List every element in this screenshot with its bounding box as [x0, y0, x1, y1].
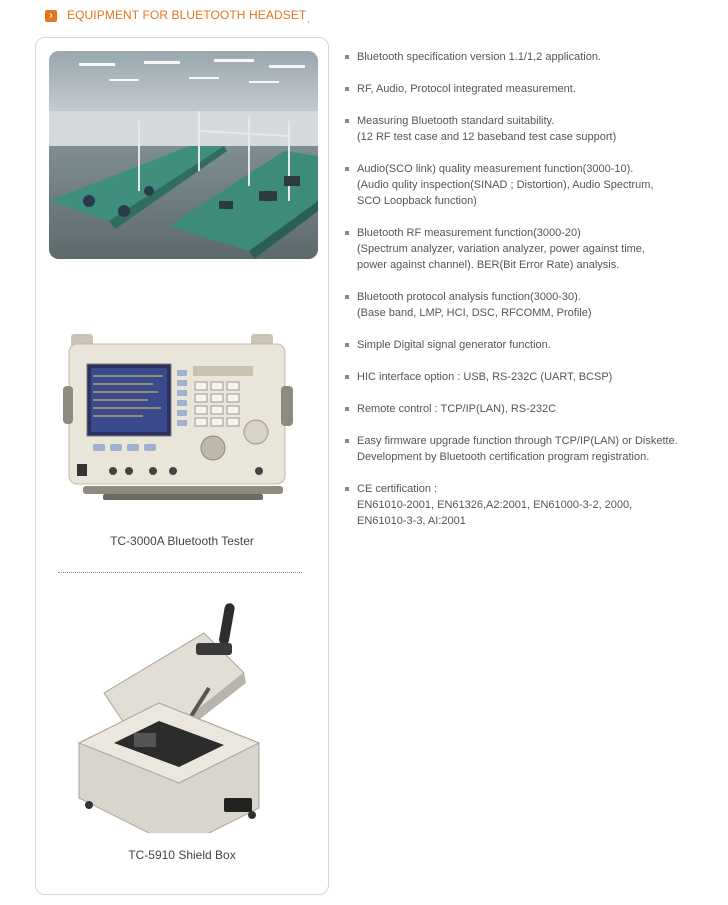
feature-line: RF, Audio, Protocol integrated measurement. [357, 83, 576, 95]
feature-item [344, 401, 719, 417]
feature-line: Remote control : TCP/IP(LAN), RS-232C [357, 403, 557, 415]
feature-line: (Audio qulity inspection(SINAD ; Distortion), Audio Spectrum, [357, 179, 654, 191]
feature-list [344, 49, 719, 529]
feature-line: EN61010-2001, EN61326,A2:2001, EN61000-3-2, 2000, [357, 499, 633, 511]
feature-line: EN61010-3-3, AI:2001 [357, 515, 466, 527]
feature-line: Simple Digital signal generator function. [357, 339, 551, 351]
chevron-right-icon: › [45, 10, 57, 22]
feature-item [344, 81, 719, 97]
feature-line: (12 RF test case and 12 baseband test case support) [357, 131, 617, 143]
feature-line: Bluetooth RF measurement function(3000-20) [357, 227, 581, 239]
feature-item [344, 113, 719, 145]
section-title-text: EQUIPMENT FOR BLUETOOTH HEADSET [67, 8, 307, 22]
feature-line: Easy firmware upgrade function through TCP/IP(LAN) or Diskette. [357, 435, 678, 447]
feature-line: (Base band, LMP, HCI, DSC, RFCOMM, Profile) [357, 307, 592, 319]
section-title-suffix: , [307, 14, 310, 24]
feature-item [344, 161, 719, 209]
feature-line: power against channel). BER(Bit Error Rate) analysis. [357, 259, 620, 271]
section-title [67, 8, 310, 24]
feature-item [344, 481, 719, 529]
feature-line: Development by Bluetooth certification program registration. [357, 451, 650, 463]
shield-box-image [74, 593, 284, 833]
section-header [45, 6, 310, 26]
shieldbox-caption: TC-5910 Shield Box [128, 848, 236, 862]
factory-photo [49, 51, 318, 259]
product-images-panel [35, 37, 329, 895]
feature-line: CE certification : [357, 483, 438, 495]
feature-line: Bluetooth protocol analysis function(3000-30). [357, 291, 581, 303]
feature-item [344, 225, 719, 273]
feature-line: (Spectrum analyzer, variation analyzer, power against time, [357, 243, 645, 255]
feature-line: Bluetooth specification version 1.1/1,2 application. [357, 51, 601, 63]
feature-item [344, 369, 719, 385]
tester-caption: TC-3000A Bluetooth Tester [110, 534, 254, 548]
bluetooth-tester-image [63, 326, 303, 512]
feature-item [344, 49, 719, 65]
feature-line: Audio(SCO link) quality measurement function(3000-10). [357, 163, 634, 175]
feature-line: SCO Loopback function) [357, 195, 477, 207]
feature-item [344, 433, 719, 465]
feature-line: Measuring Bluetooth standard suitability. [357, 115, 555, 127]
dotted-divider [58, 572, 302, 573]
feature-item [344, 289, 719, 321]
feature-line: HIC interface option : USB, RS-232C (UART, BCSP) [357, 371, 613, 383]
feature-item [344, 337, 719, 353]
factory-photo-image [49, 51, 318, 259]
